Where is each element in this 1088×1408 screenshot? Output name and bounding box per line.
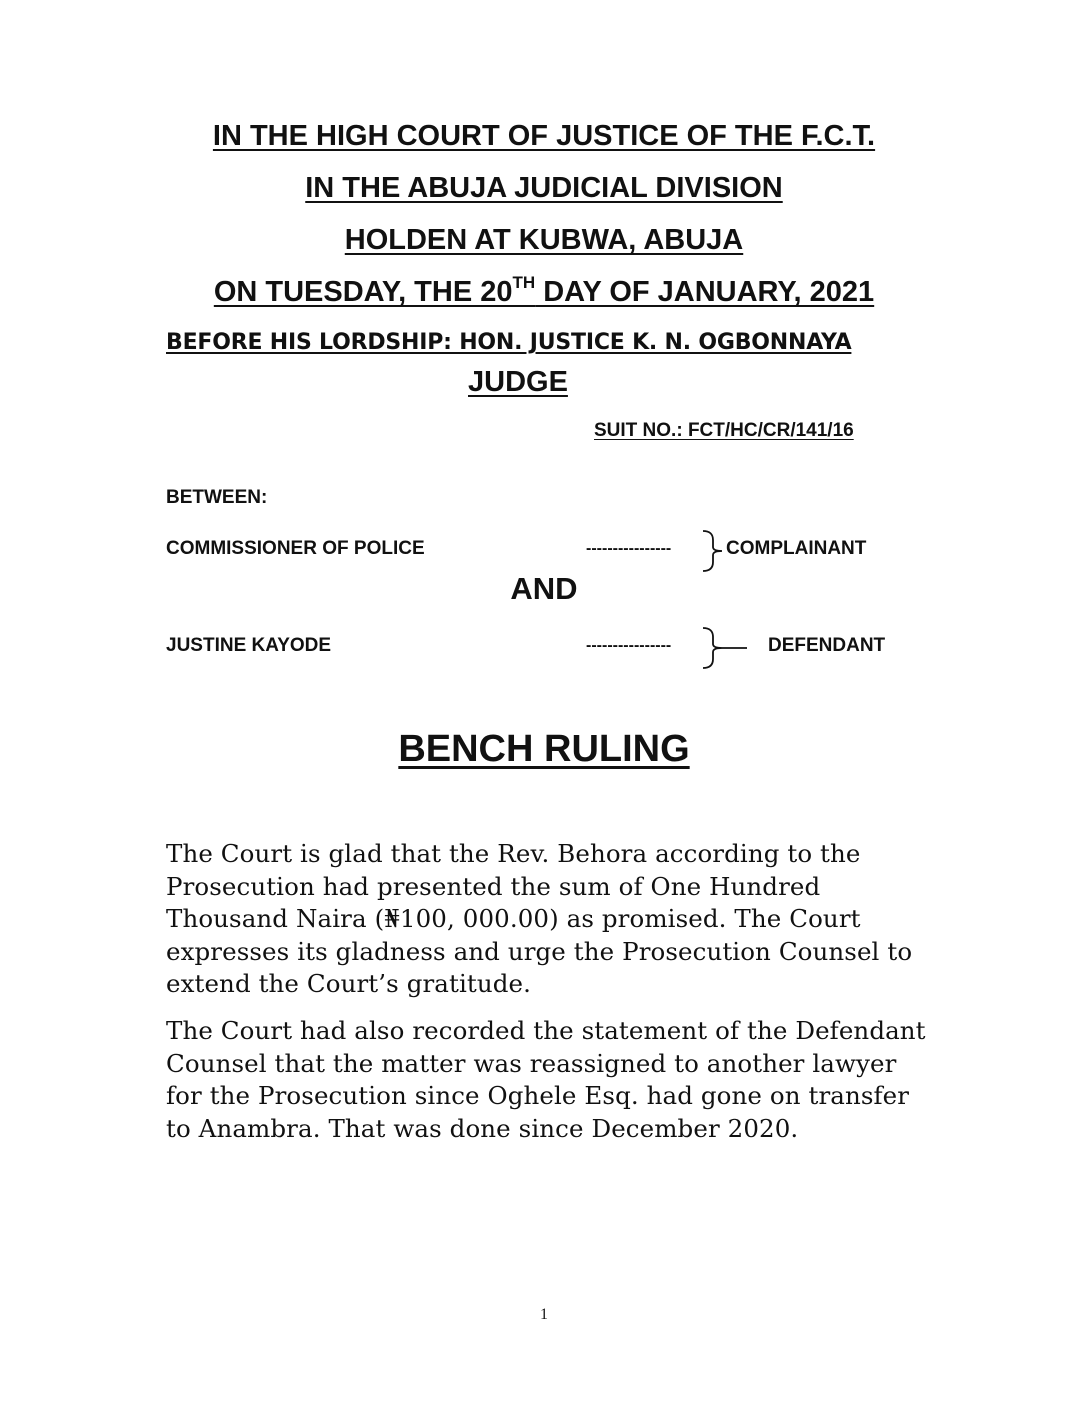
defendant-role: DEFENDANT: [768, 635, 886, 656]
hearing-date-line: [0, 273, 1088, 309]
defendant-dashes: ----------------: [586, 637, 672, 654]
complainant-name: COMMISSIONER OF POLICE: [166, 538, 425, 559]
defendant-name: JUSTINE KAYODE: [166, 635, 332, 656]
complainant-dashes: ----------------: [586, 540, 672, 557]
presiding-judge-line: BEFORE HIS LORDSHIP: HON. JUSTICE K. N. OGBONNAYA: [166, 330, 852, 355]
judge-title: JUDGE: [468, 366, 568, 398]
complainant-role: COMPLAINANT: [726, 538, 867, 559]
defendant-brace-icon: [700, 626, 752, 670]
page-number: 1: [540, 1306, 548, 1323]
court-heading-line-2: IN THE ABUJA JUDICIAL DIVISION: [305, 172, 783, 204]
hearing-date-ordinal: TH: [512, 273, 536, 292]
between-label: BETWEEN:: [166, 487, 268, 508]
hearing-date-prefix: ON TUESDAY, THE 20: [213, 276, 513, 308]
complainant-brace-icon: [700, 529, 728, 573]
suit-number: SUIT NO.: FCT/HC/CR/141/16: [594, 420, 854, 441]
ruling-paragraph-1: The Court is glad that the Rev. Behora according to the Prosecution had presented the sum of One Hundred Thousand Naira (₦100, 000.00) as promised. The Court expresses its gladness and urge the Prosecution Counsel to extend the Court’s gratitude.: [166, 839, 913, 998]
ruling-title: BENCH RULING: [398, 728, 690, 770]
and-separator: AND: [510, 571, 578, 606]
ruling-paragraph-2: The Court had also recorded the statement of the Defendant Counsel that the matter was reassigned to another lawyer for the Prosecution since Oghele Esq. had gone on transfer to Anambra. That was done since December 2020.: [166, 1016, 926, 1143]
court-heading-line-1: IN THE HIGH COURT OF JUSTICE OF THE F.C.T.: [212, 120, 876, 152]
court-heading-line-3: HOLDEN AT KUBWA, ABUJA: [344, 224, 744, 256]
hearing-date-suffix: DAY OF JANUARY, 2021: [535, 276, 875, 308]
